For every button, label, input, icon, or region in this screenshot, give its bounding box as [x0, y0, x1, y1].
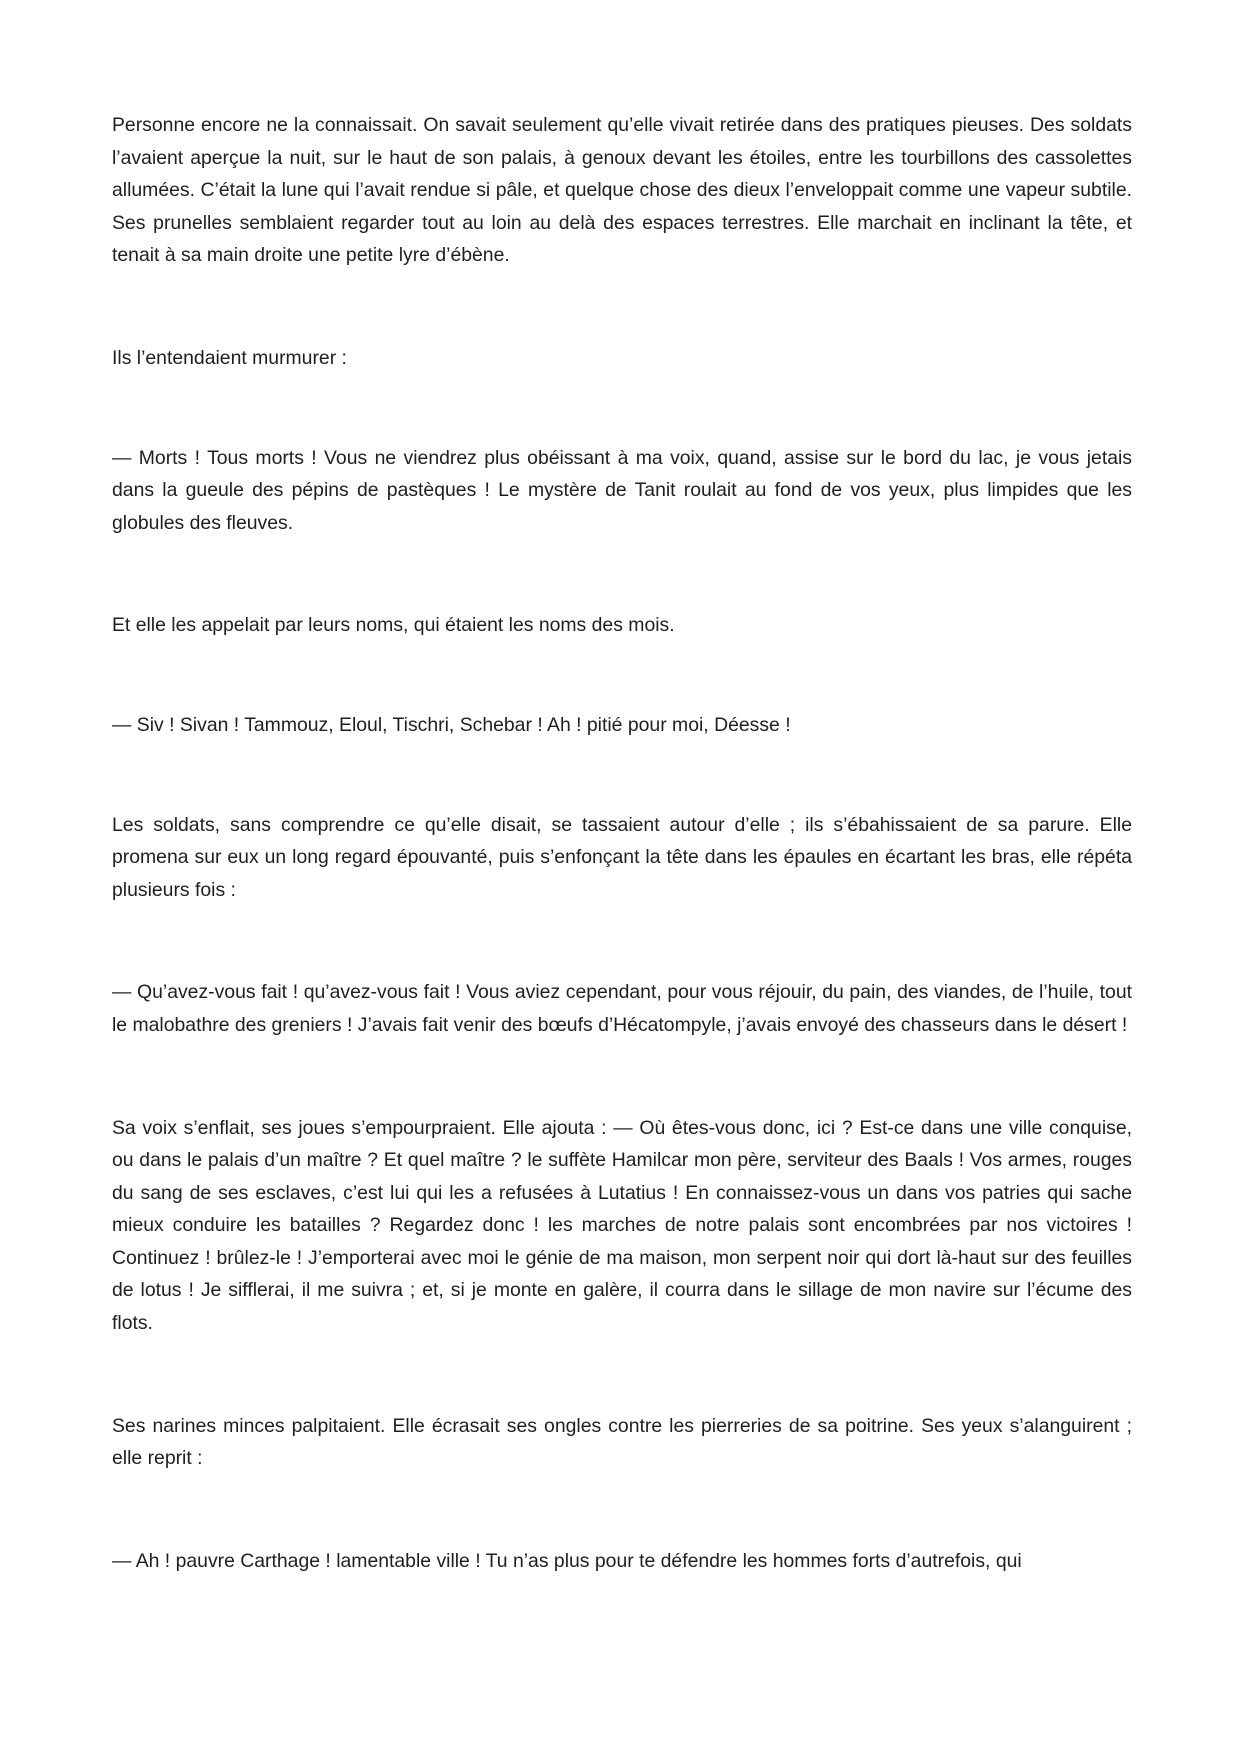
- paragraph-6: Les soldats, sans comprendre ce qu’elle disait, se tassaient autour d’elle ; ils s’ébahissaient de sa parure. Elle promena sur eux un long regard épouvanté, puis s’enfonçant la tête dans les épaules en écartant les bras, elle répéta plusieurs fois :: [112, 813, 1132, 901]
- paragraph-7: — Qu’avez-vous fait ! qu’avez-vous fait ! Vous aviez cependant, pour vous réjouir, du pain, des viandes, de l’huile, tout le malobathre des greniers ! J’avais fait venir des bœufs d’Hécatompyle, j’avais envoyé des chasseurs dans le désert !: [112, 981, 1132, 1036]
- paragraph-3: — Morts ! Tous morts ! Vous ne viendrez plus obéissant à ma voix, quand, assise sur le bord du lac, je vous jetais dans la gueule des pépins de pastèques ! Le mystère de Tanit roulait au fond de vos yeux, plus limpides que les globules des fleuves.: [112, 446, 1132, 534]
- paragraph-8: Sa voix s’enflait, ses joues s’empourpraient. Elle ajouta : — Où êtes-vous donc, ici ? Est-ce dans une ville conquise, ou dans le palais d’un maître ? Et quel maître ? le suffète Hamilcar mon père, serviteur des Baals ! Vos armes, rouges du sang de ses esclaves, c’est lui qui les a refusées à Lutatius ! En connaissez-vous un dans vos patries qui sache mieux conduire les batailles ? Regardez donc ! les marches de notre palais sont encombrées par nos victoires ! Continuez ! brûlez-le ! J’emporterai avec moi le génie de ma maison, mon serpent noir qui dort là-haut sur des feuilles de lotus ! Je sifflerai, il me suivra ; et, si je monte en galère, il courra dans le sillage de mon navire sur l’écume des flots.: [112, 1116, 1132, 1335]
- paragraph-1: Personne encore ne la connaissait. On savait seulement qu’elle vivait retirée dans des pratiques pieuses. Des soldats l’avaient aperçue la nuit, sur le haut de son palais, à genoux devant les étoiles, entre les tourbillons des cassolettes allumées. C’était la lune qui l’avait rendue si pâle, et quelque chose des dieux l’enveloppait comme une vapeur subtile. Ses prunelles semblaient regarder tout au loin au delà des espaces terrestres. Elle marchait en inclinant la tête, et tenait à sa main droite une petite lyre d’ébène.: [112, 114, 1132, 267]
- paragraph-4: Et elle les appelait par leurs noms, qui étaient les noms des mois.: [112, 614, 675, 637]
- paragraph-9: Ses narines minces palpitaient. Elle écrasait ses ongles contre les pierreries de sa poitrine. Ses yeux s’alanguirent ; elle reprit :: [112, 1414, 1132, 1470]
- text-column: [112, 109, 1132, 1577]
- paragraph-2: Ils l’entendaient murmurer :: [112, 346, 347, 369]
- paragraph-5: — Siv ! Sivan ! Tammouz, Eloul, Tischri, Schebar ! Ah ! pitié pour moi, Déesse !: [112, 713, 791, 736]
- paragraph-10: — Ah ! pauvre Carthage ! lamentable ville ! Tu n’as plus pour te défendre les hommes forts d’autrefois, qui: [112, 1549, 1022, 1572]
